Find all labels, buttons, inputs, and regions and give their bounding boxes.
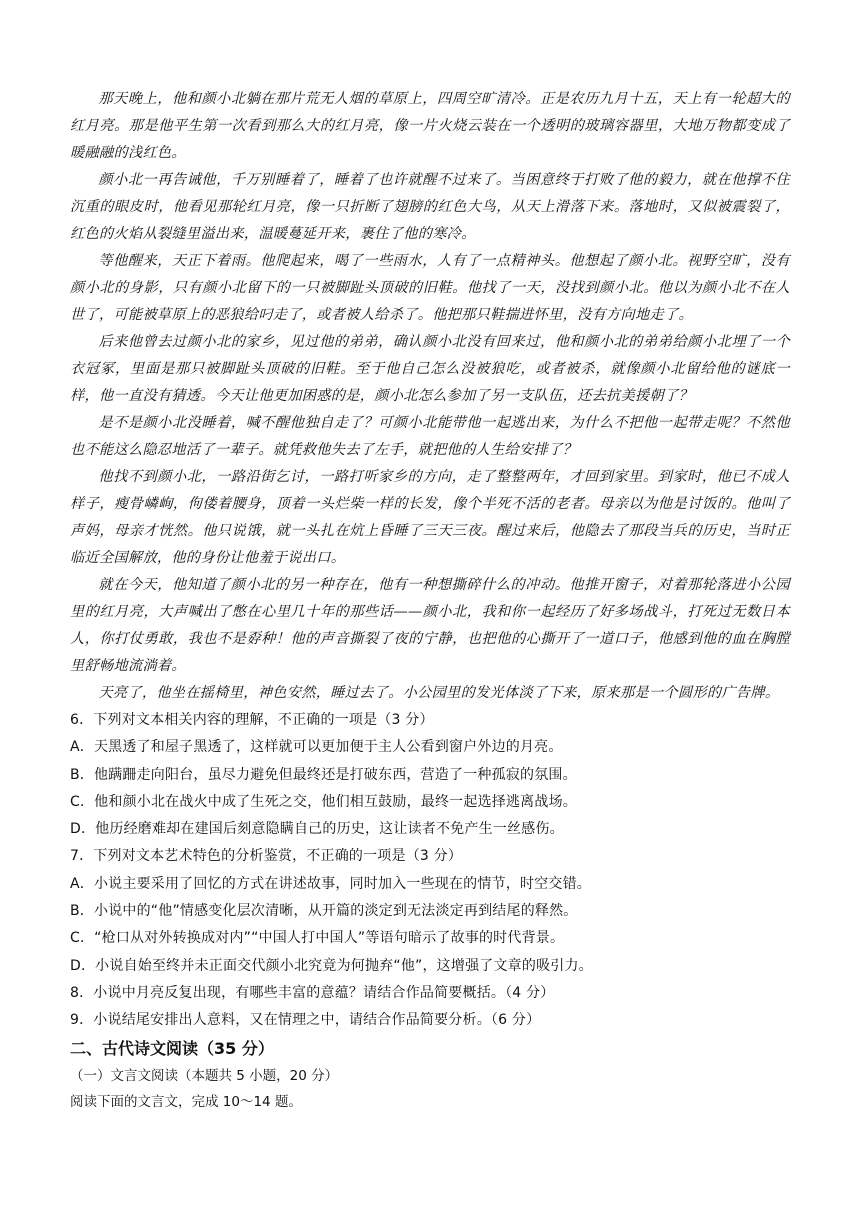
- story-paragraph-1: 那天晚上，他和颜小北躺在那片荒无人烟的草原上，四周空旷清冷。正是农历九月十五，天上有一轮超大的红月亮。那是他平生第一次看到那么大的红月亮，像一片火烧云装在一个透明的玻璃容器里，大地万物都变成了暖融融的浅红色。: [70, 91, 790, 161]
- story-paragraph-8: 天亮了，他坐在摇椅里，神色安然，睡过去了。小公园里的发光体淡了下来，原来那是一个圆形的广告牌。: [98, 685, 780, 701]
- question-6-option-c: C．他和颜小北在战火中成了生死之交，他们相互鼓励，最终一起选择逃离战场。: [70, 793, 577, 810]
- question-9: 9．小说结尾安排出人意料，又在情理之中，请结合作品简要分析。（6 分）: [70, 1012, 541, 1029]
- question-6-option-b: B．他蹒跚走向阳台，虽尽力避免但最终还是打破东西，营造了一种孤寂的氛围。: [70, 766, 577, 783]
- section-2-title: 二、古代诗文阅读（35 分）: [70, 1038, 274, 1058]
- story-paragraph-3: 等他醒来，天正下着雨。他爬起来，喝了一些雨水，人有了一点精神头。他想起了颜小北。视野空旷，没有颜小北的身影，只有颜小北留下的一只被脚趾头顶破的旧鞋。他找了一天，没找到颜小北。他以为颜小北不在人世了，可能被草原上的恶狼给叼走了，或者被人给杀了。他把那只鞋揣进怀里，没有方向地走了。: [70, 253, 790, 323]
- story-paragraph-2: 颜小北一再告诫他，千万别睡着了，睡着了也许就醒不过来了。当困意终于打败了他的毅力，就在他撑不住沉重的眼皮时，他看见那轮红月亮，像一只折断了翅膀的红色大鸟，从天上滑落下来。落地时，又似被震裂了，红色的火焰从裂缝里溢出来，温暖蔓延开来，裹住了他的寒冷。: [70, 172, 790, 242]
- question-7-option-a: A．小说主要采用了回忆的方式在讲述故事，同时加入一些现在的情节，时空交错。: [70, 875, 591, 892]
- story-paragraph-4: 后来他曾去过颜小北的家乡，见过他的弟弟，确认颜小北没有回来过，他和颜小北的弟弟给颜小北埋了一个衣冠冢，里面是那只被脚趾头顶破的旧鞋。至于他自己怎么没被狼吃，或者被杀，就像颜小北留给他的谜底一样，他一直没有猜透。今天让他更加困惑的是，颜小北怎么参加了另一支队伍，还去抗美援朝了？: [70, 334, 790, 404]
- story-paragraph-5: 是不是颜小北没睡着，喊不醒他独自走了？可颜小北能带他一起逃出来，为什么不把他一起带走呢？不然他也不能这么隐忍地活了一辈子。就凭救他失去了左手，就把他的人生给安排了？: [70, 415, 790, 458]
- questions-block: [70, 707, 790, 1035]
- story-paragraph-6: 他找不到颜小北，一路沿街乞讨，一路打听家乡的方向，走了整整两年，才回到家里。到家时，他已不成人样子，瘦骨嶙峋，佝偻着腰身，顶着一头烂柴一样的长发，像个半死不活的老者。母亲以为他是讨饭的。他叫了声妈，母亲才恍然。他只说饿，就一头扎在炕上昏睡了三天三夜。醒过来后，他隐去了那段当兵的历史，当时正临近全国解放，他的身份让他羞于说出口。: [70, 469, 790, 566]
- question-7-option-b: B．小说中的“他”情感变化层次清晰，从开篇的淡定到无法淡定再到结尾的释然。: [70, 903, 578, 920]
- story-paragraph-7: 就在今天，他知道了颜小北的另一种存在，他有一种想撕碎什么的冲动。他推开窗子，对着那轮落进小公园里的红月亮，大声喊出了憋在心里几十年的那些话——颜小北，我和你一起经历了好多场战斗，打死过无数日本人，你打仗勇敢，我也不是孬种！他的声音撕裂了夜的宁静，也把他的心撕开了一道口子，他感到他的血在胸膛里舒畅地流淌着。: [70, 577, 790, 674]
- section-2-subtitle: （一）文言文阅读（本题共 5 小题，20 分）: [70, 1067, 339, 1084]
- question-8: 8．小说中月亮反复出现，有哪些丰富的意蕴？请结合作品简要概括。（4 分）: [70, 984, 555, 1001]
- question-6-option-d: D．他历经磨难却在建国后刻意隐瞒自己的历史，这让读者不免产生一丝感伤。: [70, 821, 564, 838]
- section-2-instruction: 阅读下面的文言文，完成 10～14 题。: [70, 1093, 302, 1110]
- question-7-stem: 7．下列对文本艺术特色的分析鉴赏，不正确的一项是（3 分）: [70, 848, 463, 865]
- question-7-option-c: C．“枪口从对外转换成对内”“中国人打中国人”等语句暗示了故事的时代背景。: [70, 930, 565, 947]
- question-7-option-d: D．小说自始至终并未正面交代颜小北究竟为何抛弃“他”，这增强了文章的吸引力。: [70, 957, 593, 974]
- question-6-stem: 6．下列对文本相关内容的理解，不正确的一项是（3 分）: [70, 712, 434, 728]
- question-6-option-a: A．天黑透了和屋子黑透了，这样就可以更加便于主人公看到窗户外边的月亮。: [70, 739, 563, 756]
- story-text: [70, 86, 790, 707]
